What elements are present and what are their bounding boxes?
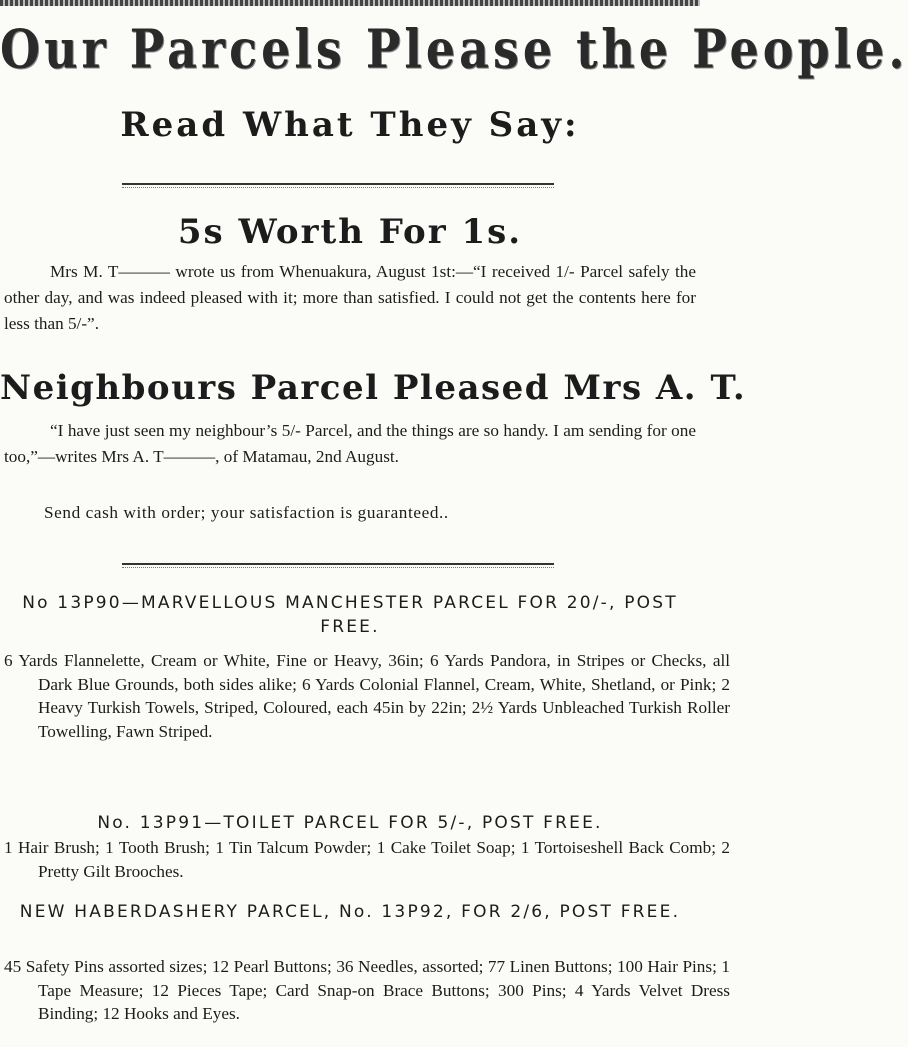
- top-border: [0, 0, 700, 6]
- guarantee-text: Send cash with order; your satisfaction is guaranteed..: [44, 503, 449, 522]
- masthead-title: Our Parcels Please the People.: [0, 17, 908, 81]
- parcel-title-13p91: No. 13P91—TOILET PARCEL FOR 5/-, POST FREE.: [97, 813, 603, 833]
- parcel-contents-13p92: 45 Safety Pins assorted sizes; 12 Pearl Buttons; 36 Needles, assorted; 77 Linen Buttons; 100 Hair Pins; 1 Tape Measure; 12 Pieces Tape; Card Snap-on Brace Buttons; 300 Pins; 4 Yards Velvet Dress Binding; 12 Hooks and Eyes.: [4, 957, 730, 1024]
- divider-rule: [122, 563, 554, 565]
- divider-rule: [122, 183, 554, 185]
- parcel-title-13p92: NEW HABERDASHERY PARCEL, No. 13P92, FOR 2/6, POST FREE.: [19, 902, 681, 922]
- testimonial-heading-2: Neighbours Parcel Pleased Mrs A. T.: [0, 368, 747, 408]
- parcel-contents-13p90: 6 Yards Flannelette, Cream or White, Fine or Heavy, 36in; 6 Yards Pandora, in Stripes or Checks, all Dark Blue Grounds, both sides alike; 6 Yards Colonial Flannel, Cream, White, Shetland, or Pink; 2 Heavy Turkish Towels, Striped, Coloured, each 45in by 22in; 2½ Yards Unbleached Turkish Roller Towelling, Fawn Striped.: [4, 651, 730, 741]
- parcel-title-13p90: No 13P90—MARVELLOUS MANCHESTER PARCEL FOR 20/-, POST FREE.: [22, 593, 678, 637]
- masthead-subtitle: Read What They Say:: [120, 105, 580, 145]
- testimonial-body-1: Mrs M. T——— wrote us from Whenuakura, August 1st:—“I received 1/- Parcel safely the other day, and was indeed pleased with it; more than satisfied. I could not get the contents here for less than 5/-”.: [4, 262, 696, 333]
- testimonial-body-2: “I have just seen my neighbour’s 5/- Parcel, and the things are so handy. I am sending for one too,”—writes Mrs A. T———, of Matamau, 2nd August.: [4, 421, 696, 466]
- parcel-contents-13p91: 1 Hair Brush; 1 Tooth Brush; 1 Tin Talcum Powder; 1 Cake Toilet Soap; 1 Tortoiseshell Back Comb; 2 Pretty Gilt Brooches.: [4, 838, 730, 881]
- testimonial-heading-1: 5s Worth For 1s.: [177, 212, 523, 252]
